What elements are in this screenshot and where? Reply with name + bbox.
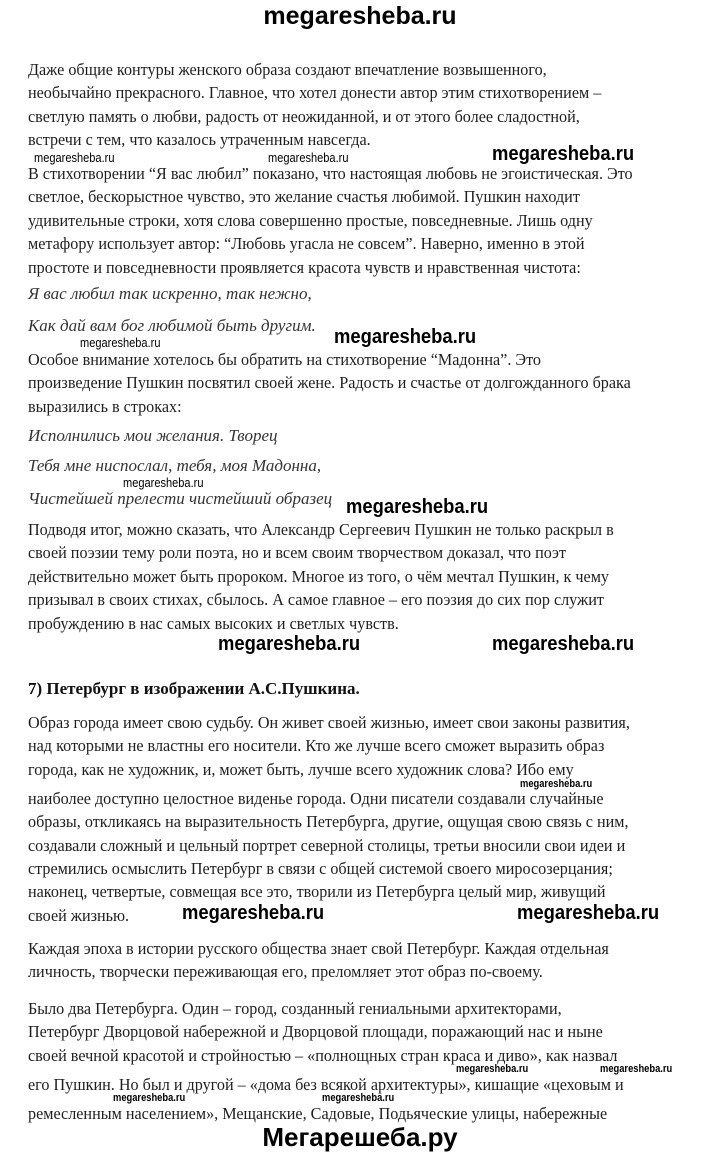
paragraph-7 [28, 1000, 655, 1128]
watermark: megaresheba.ru [322, 1092, 395, 1105]
text-line: своей поэзии тему роли поэта, но и всем своим творчеством доказал, что поэт [28, 543, 566, 563]
watermark: megaresheba.ru [492, 633, 635, 655]
text-line: светлую память о любви, радость от неожиданной, и от этого более сладостной, [28, 106, 580, 126]
text-line: действительно может быть пророком. Многое из того, о чём мечтал Пушкин, к чему [28, 566, 609, 586]
watermark: megaresheba.ru [334, 326, 477, 348]
watermark: megaresheba.ru [113, 1092, 186, 1105]
text-line: Каждая эпоха в истории русского общества знает свой Петербург. Каждая отдельная [28, 939, 609, 958]
watermark: megaresheba.ru [517, 902, 660, 924]
text-line: стремились осмыслить Петербург в связи с общей системой своего миросозерцания; [28, 858, 613, 878]
paragraph-5 [28, 714, 662, 930]
text-line: над которыми не властны его носители. Кто же лучше всего сможет выразить образ [28, 736, 605, 756]
text-line: личность, творчески переживающая его, преломляет этот образ по-своему. [28, 962, 543, 982]
site-header: megaresheba.ru [263, 2, 457, 30]
text-line: Петербург Дворцовой набережной и Дворцовой площади, поражающий нас и ныне [28, 1022, 603, 1042]
text-line: выразились в строках: [28, 396, 182, 416]
paragraph-6 [28, 940, 639, 987]
text-line: Образ города имеет свою судьбу. Он живет своей жизнью, имеет свои законы развития, [28, 713, 630, 732]
watermark: megaresheba.ru [346, 496, 489, 518]
text-line: светлое, бескорыстное чувство, это желание счастья любимой. Пушкин находит [28, 187, 580, 207]
watermark: megaresheba.ru [34, 150, 115, 165]
watermark: megaresheba.ru [520, 777, 593, 790]
watermark: megaresheba.ru [123, 475, 204, 490]
text-line: В стихотворении “Я вас любил” показано, что настоящая любовь не эгоистическая. Это [28, 164, 633, 183]
watermark: megaresheba.ru [182, 902, 325, 924]
paragraph-2 [28, 165, 664, 282]
verse-line: Тебя мне ниспослал, тебя, моя Мадонна, [28, 456, 322, 475]
text-line: его Пушкин. Но был и другой – «дома без всякой архитектуры», кишащие «цеховым и [28, 1074, 624, 1094]
text-line: произведение Пушкин посвятил своей жене. Радость и счастье от долгожданного брака [28, 373, 631, 393]
text-line: необычайно прекрасного. Главное, что хотел донести автор этим стихотворением – [28, 83, 602, 103]
text-line: удивительные строки, хотя слова совершенно простые, повседневные. Лишь одну [28, 210, 593, 230]
site-footer: Мегарешеба.ру [262, 1122, 458, 1152]
text-line: встречи с тем, что казалось утраченным навсегда. [28, 130, 371, 150]
text-line: призывал в своих стихах, сбылось. А самое главное – его поэзия до сих пор служит [28, 590, 604, 610]
text-line: своей вечной красотой и стройностью – «полнощных стран краса и диво», как назвал [28, 1045, 618, 1065]
watermark: megaresheba.ru [456, 1063, 529, 1076]
section-heading: 7) Петербург в изображении А.С.Пушкина. [28, 679, 360, 698]
text-line: пробуждению в нас самых высоких и светлых чувств. [28, 613, 399, 633]
watermark: megaresheba.ru [218, 633, 361, 655]
verse-line: Чистейшей прелести чистейший образец [28, 489, 333, 508]
text-line: Даже общие контуры женского образа создают впечатление возвышенного, [28, 60, 547, 79]
verse-line: Я вас любил так искренно, так нежно, [28, 284, 312, 303]
text-line: Особое внимание хотелось бы обратить на стихотворение “Мадонна”. Это [28, 350, 542, 369]
text-line: ремесленным населением», Мещанские, Садовые, Подьяческие улицы, набережные [28, 1103, 608, 1123]
watermark: megaresheba.ru [600, 1063, 673, 1076]
text-line: простоте и повседневности проявляется красота чувств и нравственная чистота: [28, 257, 581, 277]
text-line: наиболее доступно целостное виденье города. Одни писатели создавали случайные [28, 788, 604, 808]
watermark: megaresheba.ru [268, 150, 349, 165]
verse-line: Исполнились мои желания. Творец [28, 426, 278, 445]
watermark: megaresheba.ru [80, 335, 161, 350]
text-line: метафору использует автор: “Любовь угасла не совсем”. Наверно, именно в этой [28, 234, 585, 254]
paragraph-4 [28, 521, 645, 638]
text-line: города, как не художник, и, может быть, лучше всего художник слова? Ибо ему [28, 759, 574, 779]
paragraph-3 [28, 351, 663, 421]
text-line: создавали сложный и цельный портрет северной столицы, третьи вносили свои идеи и [28, 835, 626, 855]
text-line: Было два Петербурга. Один – город, созданный гениальными архитекторами, [28, 999, 562, 1018]
watermark: megaresheba.ru [492, 143, 635, 165]
text-line: Подводя итог, можно сказать, что Александр Сергеевич Пушкин не только раскрыл в [28, 520, 614, 539]
paragraph-1 [28, 61, 632, 155]
text-line: своей жизнью. [28, 905, 130, 925]
verse-line: Как дай вам бог любимой быть другим. [28, 316, 316, 335]
text-line: образы, откликаясь на выразительность Петербурга, другие, ощущая свою связь с ним, [28, 812, 629, 832]
text-line: наконец, четвертые, совмещая все это, творили из Петербурга целый мир, живущий [28, 882, 606, 902]
